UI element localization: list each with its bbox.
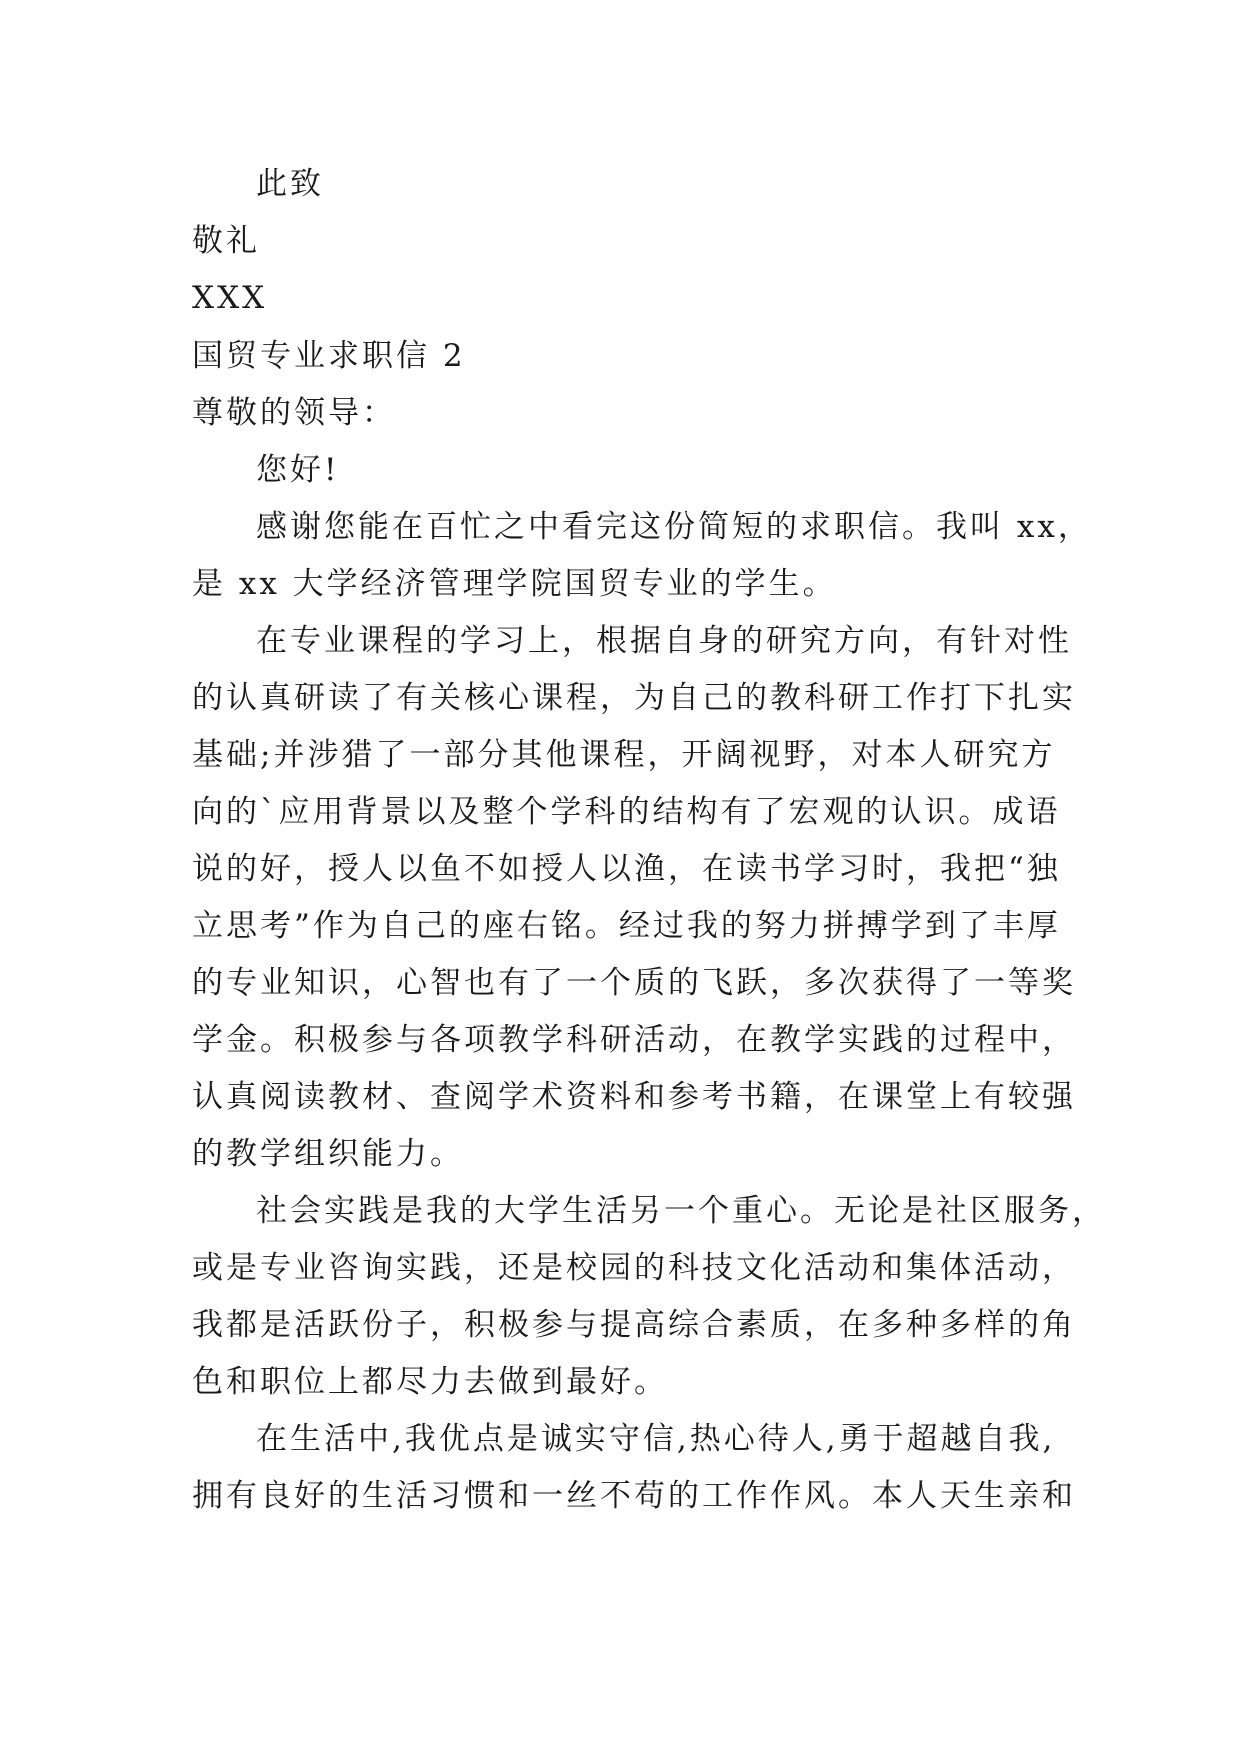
- body-line: 在生活中,我优点是诚实守信,热心待人,勇于超越自我,: [256, 1421, 1056, 1457]
- letter-title: 国贸专业求职信 2: [192, 338, 466, 374]
- body-line: 拥有良好的生活习惯和一丝不苟的工作作风。本人天生亲和: [192, 1478, 1076, 1514]
- body-line: 向的`应用背景以及整个学科的结构有了宏观的认识。成语: [192, 794, 1061, 830]
- greeting-line: 尊敬的领导：: [192, 395, 396, 431]
- body-line: 的专业知识，心智也有了一个质的飞跃，多次获得了一等奖: [192, 965, 1076, 1001]
- body-line: 或是专业咨询实践，还是校园的科技文化活动和集体活动，: [192, 1250, 1076, 1286]
- body-line: 立思考”作为自己的座右铭。经过我的努力拼搏学到了丰厚: [192, 908, 1061, 944]
- body-line: 社会实践是我的大学生活另一个重心。无论是社区服务，: [256, 1193, 1106, 1229]
- body-line: 基础;并涉猎了一部分其他课程，开阔视野，对本人研究方: [192, 737, 1056, 773]
- greeting-hello: 您好!: [256, 452, 340, 488]
- salutation-line: 敬礼: [192, 223, 260, 259]
- body-line: 说的好，授人以鱼不如授人以渔，在读书学习时，我把“独: [192, 851, 1061, 887]
- body-line: 认真阅读教材、查阅学术资料和参考书籍，在课堂上有较强: [192, 1079, 1076, 1115]
- body-line: 我都是活跃份子，积极参与提高综合素质，在多种多样的角: [192, 1307, 1076, 1343]
- closing-line: 此致: [256, 166, 324, 202]
- signature-line: XXX: [192, 280, 268, 316]
- body-line: 感谢您能在百忙之中看完这份简短的求职信。我叫 xx，: [256, 509, 1092, 545]
- body-line: 学金。积极参与各项教学科研活动，在教学实践的过程中，: [192, 1022, 1076, 1058]
- body-line: 色和职位上都尽力去做到最好。: [192, 1364, 668, 1400]
- body-line: 的认真研读了有关核心课程，为自己的教科研工作打下扎实: [192, 680, 1076, 716]
- body-line: 的教学组织能力。: [192, 1136, 464, 1172]
- body-line: 在专业课程的学习上，根据自身的研究方向，有针对性: [256, 623, 1072, 659]
- body-line: 是 xx 大学经济管理学院国贸专业的学生。: [192, 566, 837, 602]
